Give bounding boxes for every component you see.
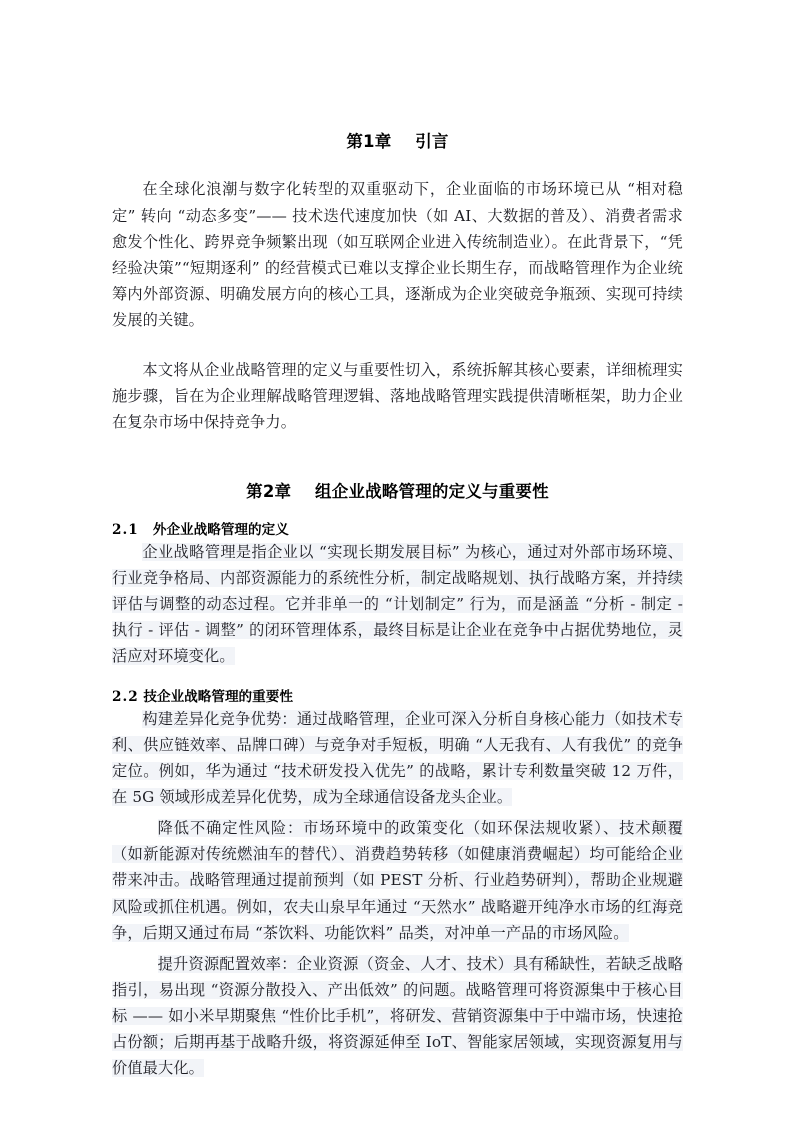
section-2-1-title: 外企业战略管理的定义 [152, 521, 289, 538]
chapter-1-paragraph-1-text: 在全球化浪潮与数字化转型的双重驱动下，企业面临的市场环境已从 “相对稳定” 转向 “动态多变”—— 技术迭代速度加快（如 AI、大数据的普及）、消费者需求愈发个性化、跨界竞争频繁出现（如互联网企业进入传统制造业）。在此背景下，“凭经验决策”“短期逐利” 的经营模式已难以支撑企业长期生存，而战略管理作为企业统筹内外部资源、明确发展方向的核心工具，逐渐成为企业突破竞争瓶颈、实现可持续发展的关键。 [112, 180, 683, 329]
section-2-2-paragraph-3-text: 提升资源配置效率：企业资源（资金、人才、技术）具有稀缺性，若缺乏战略指引，易出现 “资源分散投入、产出低效” 的问题。战略管理可将资源集中于核心目标 —— 如小米早期聚焦 “性价比手机”，将研发、营销资源集中于中端市场，快速抢占份额；后期再基于战略升级，将资源延伸至 IoT、智能家居领域，实现资源复用与价值最大化。 [112, 954, 683, 1078]
section-2-2-number: 2.2 [112, 688, 139, 705]
section-2-1-heading [112, 521, 683, 539]
section-2-2-paragraph-1-text: 构建差异化竞争优势：通过战略管理，企业可深入分析自身核心能力（如技术专利、供应链效率、品牌口碑）与竞争对手短板，明确 “人无我有、人有我优” 的竞争定位。例如，华为通过 “技术研发投入优先” 的战略，累计专利数量突破 12 万件，在 5G 领域形成差异化优势，成为全球通信设备龙头企业。 [112, 709, 683, 807]
section-2-1-number: 2.1 [112, 521, 139, 538]
section-2-2-title: 技企业战略管理的重要性 [143, 688, 293, 705]
document-content-column [112, 0, 683, 1081]
section-2-2-paragraph-1 [112, 706, 683, 810]
chapter-2-heading: 第2章 组企业战略管理的定义与重要性 [246, 482, 549, 502]
section-2-2-heading [112, 688, 683, 706]
spacer-between-intro-paragraphs [112, 333, 683, 357]
section-2-1-paragraph-1-text: 企业战略管理是指企业以 “实现长期发展目标” 为核心，通过对外部市场环境、行业竞争格局、内部资源能力的系统性分析，制定战略规划、执行战略方案，并持续评估与调整的动态过程。它并非单一的 “计划制定” 行为，而是涵盖 “分析 - 制定 - 执行 - 评估 - 调整” 的闭环管理体系，最终目标是让企业在竞争中占据优势地位，灵活应对环境变化。 [112, 543, 683, 666]
chapter-1-paragraph-2-text: 本文将从企业战略管理的定义与重要性切入，系统拆解其核心要素，详细梳理实施步骤，旨在为企业理解战略管理逻辑、落地战略管理实践提供清晰框架，助力企业在复杂市场中保持竞争力。 [112, 361, 683, 432]
section-2-1-paragraph-1 [112, 539, 683, 669]
section-2-2-paragraph-2-text: 降低不确定性风险：市场环境中的政策变化（如环保法规收紧）、技术颠覆（如新能源对传统燃油车的替代）、消费趋势转移（如健康消费崛起）均可能给企业带来冲击。战略管理通过提前预判（如 PEST 分析、行业趋势研判），帮助企业规避风险或抓住机遇。例如，农夫山泉早年通过 “天然水” 战略避开纯净水市场的红海竞争，后期又通过布局 “茶饮料、功能饮料” 品类，对冲单一产品的市场风险。 [112, 819, 683, 942]
spacer-after-chapter-1-heading [112, 152, 683, 176]
chapter-1-paragraph-2 [112, 357, 683, 435]
chapter-1-paragraph-1 [112, 176, 683, 333]
section-2-1-number-gap [139, 522, 153, 538]
section-2-2-paragraph-3 [112, 951, 683, 1081]
chapter-1-heading: 第1章 引言 [346, 132, 449, 151]
section-2-2-paragraph-2 [112, 815, 683, 945]
